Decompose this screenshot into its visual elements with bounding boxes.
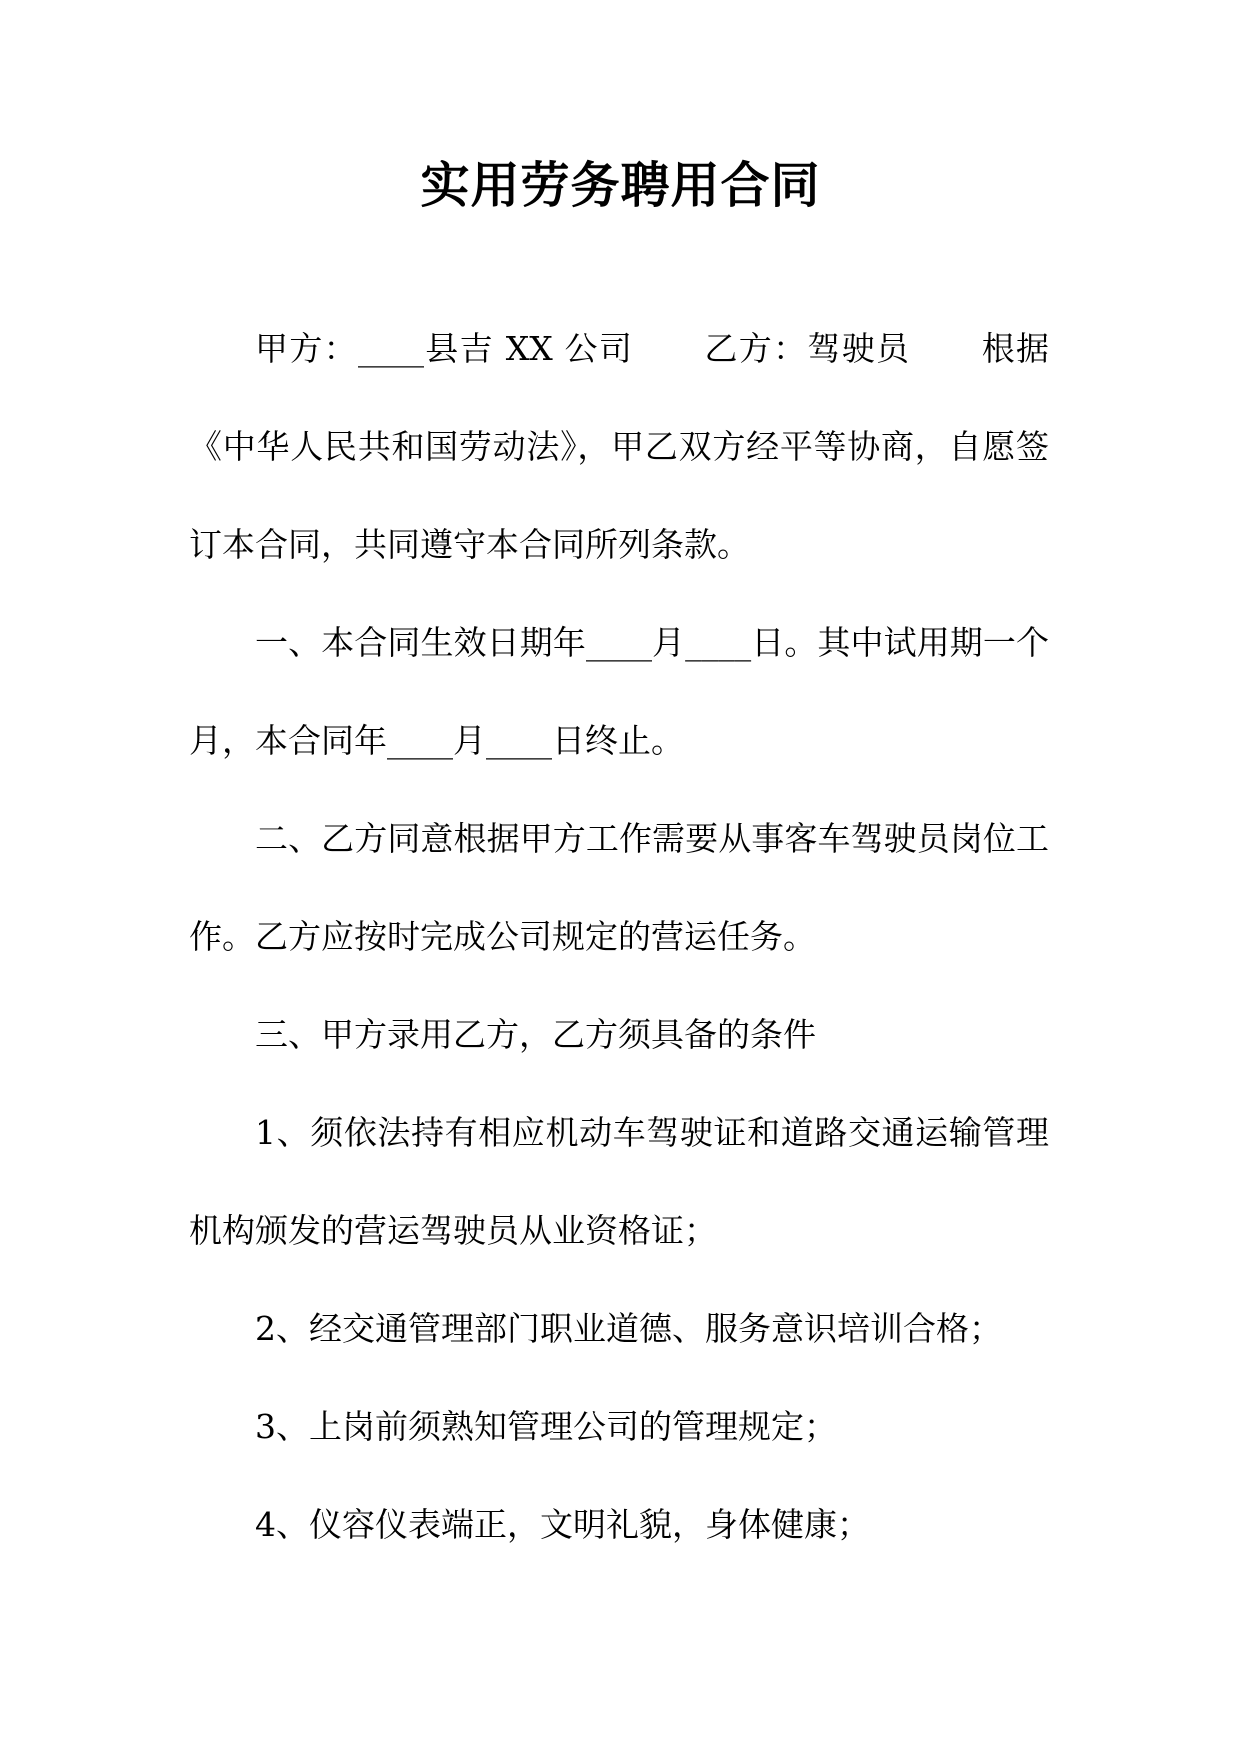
party-a: 甲方：____县吉 XX 公司 bbox=[255, 329, 634, 368]
party-b: 乙方：驾驶员 bbox=[703, 329, 911, 368]
intro-paragraph bbox=[189, 300, 1049, 594]
clause-3: 三、甲方录用乙方，乙方须具备的条件 bbox=[255, 1015, 816, 1054]
clause-1: 一、本合同生效日期年____月____日。其中试用期一个月，本合同年____月____日终止。 bbox=[189, 623, 1049, 760]
clause-2: 二、乙方同意根据甲方工作需要从事客车驾驶员岗位工作。乙方应按时完成公司规定的营运任务。 bbox=[189, 819, 1049, 956]
condition-2: 2、经交通管理部门职业道德、服务意识培训合格； bbox=[255, 1309, 1002, 1348]
condition-4: 4、仪容仪表端正，文明礼貌，身体健康； bbox=[255, 1505, 870, 1544]
document-body bbox=[189, 300, 1049, 1574]
intro-text: 根据《中华人民共和国劳动法》，甲乙双方经平等协商，自愿签订本合同，共同遵守本合同所列条款。 bbox=[189, 329, 1050, 564]
condition-1: 1、须依法持有相应机动车驾驶证和道路交通运输管理机构颁发的营运驾驶员从业资格证； bbox=[189, 1113, 1049, 1250]
condition-3: 3、上岗前须熟知管理公司的管理规定； bbox=[255, 1407, 837, 1446]
document-title: 实用劳务聘用合同 bbox=[420, 157, 821, 214]
